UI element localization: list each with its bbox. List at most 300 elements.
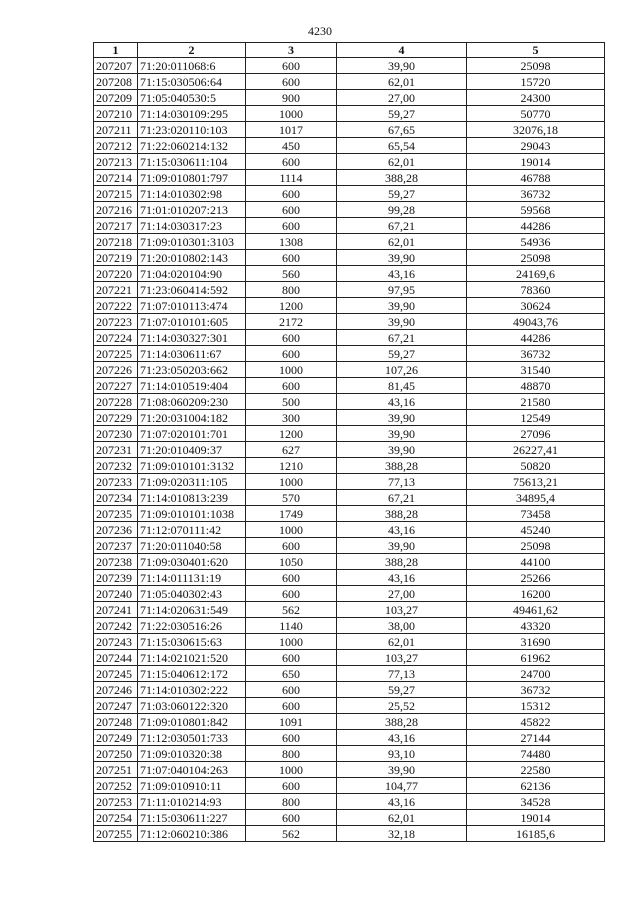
cell-cadastral-number: 71:09:010101:1038 <box>138 506 246 522</box>
table-row <box>94 618 605 634</box>
cell-value: 73458 <box>467 506 605 522</box>
cell-id: 207238 <box>94 554 138 570</box>
cell-area: 600 <box>246 58 337 74</box>
cell-id: 207234 <box>94 490 138 506</box>
cell-value: 44286 <box>467 218 605 234</box>
cell-value: 50820 <box>467 458 605 474</box>
cell-cadastral-number: 71:09:010801:842 <box>138 714 246 730</box>
cell-value: 59568 <box>467 202 605 218</box>
cell-id: 207215 <box>94 186 138 202</box>
cell-value: 62136 <box>467 778 605 794</box>
cell-value: 22580 <box>467 762 605 778</box>
cell-id: 207222 <box>94 298 138 314</box>
cell-value: 30624 <box>467 298 605 314</box>
cell-area: 900 <box>246 90 337 106</box>
cell-rate: 99,28 <box>337 202 467 218</box>
cell-id: 207254 <box>94 810 138 826</box>
cell-area: 600 <box>246 586 337 602</box>
cell-id: 207235 <box>94 506 138 522</box>
header-row <box>94 43 605 58</box>
cell-value: 48870 <box>467 378 605 394</box>
table-row <box>94 426 605 442</box>
cell-cadastral-number: 71:09:010910:11 <box>138 778 246 794</box>
cell-rate: 388,28 <box>337 554 467 570</box>
cell-area: 800 <box>246 794 337 810</box>
cell-id: 207237 <box>94 538 138 554</box>
cell-id: 207217 <box>94 218 138 234</box>
cell-value: 24700 <box>467 666 605 682</box>
cell-rate: 97,95 <box>337 282 467 298</box>
cell-area: 600 <box>246 650 337 666</box>
table-row <box>94 170 605 186</box>
cell-area: 600 <box>246 378 337 394</box>
cell-cadastral-number: 71:14:030109:295 <box>138 106 246 122</box>
cell-cadastral-number: 71:09:010301:3103 <box>138 234 246 250</box>
cell-area: 600 <box>246 330 337 346</box>
table-row <box>94 90 605 106</box>
cell-area: 1050 <box>246 554 337 570</box>
cell-id: 207232 <box>94 458 138 474</box>
cell-cadastral-number: 71:12:070111:42 <box>138 522 246 538</box>
cell-id: 207226 <box>94 362 138 378</box>
table-row <box>94 202 605 218</box>
cell-id: 207218 <box>94 234 138 250</box>
cell-cadastral-number: 71:15:030611:227 <box>138 810 246 826</box>
cell-rate: 43,16 <box>337 266 467 282</box>
cell-rate: 39,90 <box>337 250 467 266</box>
cell-area: 1017 <box>246 122 337 138</box>
cell-rate: 43,16 <box>337 570 467 586</box>
cell-id: 207251 <box>94 762 138 778</box>
cell-id: 207228 <box>94 394 138 410</box>
cell-rate: 43,16 <box>337 794 467 810</box>
cell-id: 207241 <box>94 602 138 618</box>
table-row <box>94 522 605 538</box>
cell-area: 300 <box>246 410 337 426</box>
cell-id: 207248 <box>94 714 138 730</box>
cell-area: 600 <box>246 682 337 698</box>
table-row <box>94 410 605 426</box>
cell-rate: 81,45 <box>337 378 467 394</box>
cell-id: 207247 <box>94 698 138 714</box>
table-row <box>94 330 605 346</box>
table-row <box>94 586 605 602</box>
table-row <box>94 650 605 666</box>
cell-value: 21580 <box>467 394 605 410</box>
cell-value: 25098 <box>467 250 605 266</box>
cell-value: 15312 <box>467 698 605 714</box>
cell-area: 1308 <box>246 234 337 250</box>
cell-rate: 67,65 <box>337 122 467 138</box>
cell-cadastral-number: 71:14:010519:404 <box>138 378 246 394</box>
table-row <box>94 538 605 554</box>
cell-cadastral-number: 71:14:030611:67 <box>138 346 246 362</box>
table-row <box>94 682 605 698</box>
table-row <box>94 634 605 650</box>
cell-rate: 62,01 <box>337 154 467 170</box>
cell-rate: 27,00 <box>337 90 467 106</box>
table-row <box>94 442 605 458</box>
cell-rate: 43,16 <box>337 522 467 538</box>
table-row <box>94 730 605 746</box>
cell-area: 627 <box>246 442 337 458</box>
cell-area: 800 <box>246 746 337 762</box>
cell-cadastral-number: 71:23:020110:103 <box>138 122 246 138</box>
data-table <box>93 42 605 842</box>
cell-cadastral-number: 71:09:010101:3132 <box>138 458 246 474</box>
table-row <box>94 746 605 762</box>
cell-value: 61962 <box>467 650 605 666</box>
cell-id: 207252 <box>94 778 138 794</box>
cell-value: 75613,21 <box>467 474 605 490</box>
table-row <box>94 474 605 490</box>
cell-id: 207239 <box>94 570 138 586</box>
cell-id: 207211 <box>94 122 138 138</box>
cell-id: 207240 <box>94 586 138 602</box>
cell-id: 207227 <box>94 378 138 394</box>
cell-area: 600 <box>246 202 337 218</box>
cell-rate: 62,01 <box>337 634 467 650</box>
cell-rate: 39,90 <box>337 426 467 442</box>
cell-cadastral-number: 71:15:030615:63 <box>138 634 246 650</box>
cell-cadastral-number: 71:20:011068:6 <box>138 58 246 74</box>
cell-rate: 107,26 <box>337 362 467 378</box>
cell-id: 207213 <box>94 154 138 170</box>
cell-area: 600 <box>246 570 337 586</box>
cell-rate: 39,90 <box>337 410 467 426</box>
cell-rate: 67,21 <box>337 218 467 234</box>
cell-id: 207230 <box>94 426 138 442</box>
cell-id: 207221 <box>94 282 138 298</box>
cell-id: 207253 <box>94 794 138 810</box>
cell-value: 44100 <box>467 554 605 570</box>
cell-value: 24169,6 <box>467 266 605 282</box>
header-col-1: 1 <box>94 43 138 58</box>
cell-area: 1000 <box>246 634 337 650</box>
cell-rate: 62,01 <box>337 234 467 250</box>
cell-area: 1000 <box>246 762 337 778</box>
cell-rate: 25,52 <box>337 698 467 714</box>
cell-area: 1000 <box>246 106 337 122</box>
cell-value: 50770 <box>467 106 605 122</box>
header-col-3: 3 <box>246 43 337 58</box>
cell-id: 207223 <box>94 314 138 330</box>
cell-rate: 39,90 <box>337 314 467 330</box>
cell-rate: 93,10 <box>337 746 467 762</box>
header-col-5: 5 <box>467 43 605 58</box>
cell-value: 34528 <box>467 794 605 810</box>
cell-id: 207246 <box>94 682 138 698</box>
table-row <box>94 250 605 266</box>
cell-value: 25098 <box>467 538 605 554</box>
cell-rate: 388,28 <box>337 458 467 474</box>
cell-area: 600 <box>246 778 337 794</box>
table-row <box>94 282 605 298</box>
cell-rate: 59,27 <box>337 106 467 122</box>
page-number: 4230 <box>308 24 332 38</box>
table-row <box>94 58 605 74</box>
cell-id: 207209 <box>94 90 138 106</box>
table-row <box>94 506 605 522</box>
cell-area: 2172 <box>246 314 337 330</box>
cell-rate: 39,90 <box>337 298 467 314</box>
cell-cadastral-number: 71:09:010320:38 <box>138 746 246 762</box>
cell-cadastral-number: 71:15:040612:172 <box>138 666 246 682</box>
cell-cadastral-number: 71:05:040302:43 <box>138 586 246 602</box>
cell-area: 1000 <box>246 522 337 538</box>
cell-area: 600 <box>246 730 337 746</box>
table-row <box>94 458 605 474</box>
cell-area: 600 <box>246 698 337 714</box>
cell-rate: 62,01 <box>337 810 467 826</box>
cell-value: 19014 <box>467 810 605 826</box>
cell-rate: 39,90 <box>337 538 467 554</box>
cell-rate: 32,18 <box>337 826 467 842</box>
cell-id: 207244 <box>94 650 138 666</box>
cell-area: 800 <box>246 282 337 298</box>
table-row <box>94 554 605 570</box>
cell-value: 36732 <box>467 682 605 698</box>
cell-cadastral-number: 71:20:031004:182 <box>138 410 246 426</box>
cell-area: 600 <box>246 186 337 202</box>
cell-id: 207236 <box>94 522 138 538</box>
cell-area: 1200 <box>246 298 337 314</box>
cell-rate: 67,21 <box>337 490 467 506</box>
cell-rate: 103,27 <box>337 650 467 666</box>
cell-area: 600 <box>246 346 337 362</box>
cell-area: 562 <box>246 602 337 618</box>
cell-rate: 65,54 <box>337 138 467 154</box>
cell-cadastral-number: 71:14:021021:520 <box>138 650 246 666</box>
cell-id: 207224 <box>94 330 138 346</box>
cell-id: 207208 <box>94 74 138 90</box>
cell-cadastral-number: 71:05:040530:5 <box>138 90 246 106</box>
cell-cadastral-number: 71:09:010801:797 <box>138 170 246 186</box>
cell-rate: 104,77 <box>337 778 467 794</box>
cell-rate: 388,28 <box>337 714 467 730</box>
cell-rate: 38,00 <box>337 618 467 634</box>
cell-value: 34895,4 <box>467 490 605 506</box>
cell-cadastral-number: 71:14:030317:23 <box>138 218 246 234</box>
cell-area: 600 <box>246 538 337 554</box>
cell-rate: 77,13 <box>337 474 467 490</box>
cell-value: 27144 <box>467 730 605 746</box>
table-body <box>94 58 605 842</box>
cell-rate: 43,16 <box>337 730 467 746</box>
cell-cadastral-number: 71:14:020631:549 <box>138 602 246 618</box>
cell-area: 600 <box>246 154 337 170</box>
cell-value: 78360 <box>467 282 605 298</box>
cell-cadastral-number: 71:12:030501:733 <box>138 730 246 746</box>
cell-value: 26227,41 <box>467 442 605 458</box>
cell-value: 15720 <box>467 74 605 90</box>
cell-cadastral-number: 71:11:010214:93 <box>138 794 246 810</box>
cell-cadastral-number: 71:15:030506:64 <box>138 74 246 90</box>
cell-area: 562 <box>246 826 337 842</box>
cell-rate: 62,01 <box>337 74 467 90</box>
cell-area: 560 <box>246 266 337 282</box>
cell-area: 600 <box>246 74 337 90</box>
table-row <box>94 122 605 138</box>
table-row <box>94 378 605 394</box>
table-row <box>94 666 605 682</box>
cell-id: 207207 <box>94 58 138 74</box>
cell-area: 600 <box>246 218 337 234</box>
header-col-2: 2 <box>138 43 246 58</box>
cell-value: 19014 <box>467 154 605 170</box>
table-row <box>94 218 605 234</box>
cell-cadastral-number: 71:09:020311:105 <box>138 474 246 490</box>
cell-value: 25266 <box>467 570 605 586</box>
cell-area: 1140 <box>246 618 337 634</box>
cell-value: 49461,62 <box>467 602 605 618</box>
cell-rate: 43,16 <box>337 394 467 410</box>
cell-id: 207219 <box>94 250 138 266</box>
table-header <box>94 43 605 58</box>
table-row <box>94 362 605 378</box>
cell-area: 1749 <box>246 506 337 522</box>
cell-cadastral-number: 71:20:010409:37 <box>138 442 246 458</box>
cell-cadastral-number: 71:23:050203:662 <box>138 362 246 378</box>
cell-cadastral-number: 71:08:060209:230 <box>138 394 246 410</box>
cell-value: 29043 <box>467 138 605 154</box>
cell-area: 600 <box>246 250 337 266</box>
cell-cadastral-number: 71:03:060122:320 <box>138 698 246 714</box>
cell-area: 1210 <box>246 458 337 474</box>
cell-id: 207220 <box>94 266 138 282</box>
cell-value: 45822 <box>467 714 605 730</box>
table-row <box>94 570 605 586</box>
cell-id: 207212 <box>94 138 138 154</box>
cell-rate: 77,13 <box>337 666 467 682</box>
cell-cadastral-number: 71:14:010302:98 <box>138 186 246 202</box>
table-row <box>94 186 605 202</box>
cell-cadastral-number: 71:07:010113:474 <box>138 298 246 314</box>
cell-rate: 388,28 <box>337 506 467 522</box>
table-row <box>94 394 605 410</box>
cell-value: 16200 <box>467 586 605 602</box>
table-row <box>94 106 605 122</box>
table-row <box>94 74 605 90</box>
table-row <box>94 138 605 154</box>
cell-area: 1200 <box>246 426 337 442</box>
cell-cadastral-number: 71:04:020104:90 <box>138 266 246 282</box>
cell-area: 1000 <box>246 362 337 378</box>
cell-value: 32076,18 <box>467 122 605 138</box>
cell-id: 207255 <box>94 826 138 842</box>
cell-cadastral-number: 71:07:020101:701 <box>138 426 246 442</box>
table-row <box>94 154 605 170</box>
cell-area: 500 <box>246 394 337 410</box>
cell-id: 207249 <box>94 730 138 746</box>
cell-rate: 59,27 <box>337 682 467 698</box>
cell-id: 207210 <box>94 106 138 122</box>
table-row <box>94 346 605 362</box>
cell-value: 27096 <box>467 426 605 442</box>
cell-value: 24300 <box>467 90 605 106</box>
cell-id: 207231 <box>94 442 138 458</box>
cell-value: 31540 <box>467 362 605 378</box>
cell-area: 1000 <box>246 474 337 490</box>
cell-cadastral-number: 71:14:030327:301 <box>138 330 246 346</box>
table-row <box>94 810 605 826</box>
cell-area: 1114 <box>246 170 337 186</box>
cell-cadastral-number: 71:07:010101:605 <box>138 314 246 330</box>
cell-cadastral-number: 71:15:030611:104 <box>138 154 246 170</box>
cell-id: 207233 <box>94 474 138 490</box>
cell-cadastral-number: 71:14:011131:19 <box>138 570 246 586</box>
cell-value: 54936 <box>467 234 605 250</box>
cell-value: 74480 <box>467 746 605 762</box>
cell-value: 43320 <box>467 618 605 634</box>
cell-value: 36732 <box>467 186 605 202</box>
cell-value: 44286 <box>467 330 605 346</box>
cell-rate: 39,90 <box>337 762 467 778</box>
table-row <box>94 298 605 314</box>
cell-rate: 59,27 <box>337 346 467 362</box>
cell-rate: 59,27 <box>337 186 467 202</box>
cell-rate: 27,00 <box>337 586 467 602</box>
cell-id: 207243 <box>94 634 138 650</box>
cell-area: 450 <box>246 138 337 154</box>
table-row <box>94 698 605 714</box>
cell-cadastral-number: 71:14:010813:239 <box>138 490 246 506</box>
table-row <box>94 762 605 778</box>
table-row <box>94 490 605 506</box>
cell-rate: 103,27 <box>337 602 467 618</box>
cell-cadastral-number: 71:23:060414:592 <box>138 282 246 298</box>
cell-value: 46788 <box>467 170 605 186</box>
table-row <box>94 602 605 618</box>
cell-area: 650 <box>246 666 337 682</box>
cell-value: 36732 <box>467 346 605 362</box>
cell-value: 49043,76 <box>467 314 605 330</box>
cell-cadastral-number: 71:09:030401:620 <box>138 554 246 570</box>
cell-value: 45240 <box>467 522 605 538</box>
cell-id: 207245 <box>94 666 138 682</box>
cell-area: 570 <box>246 490 337 506</box>
cell-id: 207214 <box>94 170 138 186</box>
cell-cadastral-number: 71:22:030516:26 <box>138 618 246 634</box>
table-row <box>94 314 605 330</box>
table-row <box>94 266 605 282</box>
cell-rate: 39,90 <box>337 442 467 458</box>
cell-value: 25098 <box>467 58 605 74</box>
cell-id: 207250 <box>94 746 138 762</box>
cell-rate: 39,90 <box>337 58 467 74</box>
cell-id: 207242 <box>94 618 138 634</box>
cell-value: 16185,6 <box>467 826 605 842</box>
header-col-4: 4 <box>337 43 467 58</box>
cell-rate: 67,21 <box>337 330 467 346</box>
cell-value: 31690 <box>467 634 605 650</box>
table-row <box>94 714 605 730</box>
cell-id: 207225 <box>94 346 138 362</box>
table-row <box>94 234 605 250</box>
table-row <box>94 778 605 794</box>
cell-rate: 388,28 <box>337 170 467 186</box>
cell-value: 12549 <box>467 410 605 426</box>
table-row <box>94 794 605 810</box>
cell-cadastral-number: 71:07:040104:263 <box>138 762 246 778</box>
cell-cadastral-number: 71:20:010802:143 <box>138 250 246 266</box>
cell-cadastral-number: 71:14:010302:222 <box>138 682 246 698</box>
cell-cadastral-number: 71:22:060214:132 <box>138 138 246 154</box>
cell-cadastral-number: 71:20:011040:58 <box>138 538 246 554</box>
cell-area: 1091 <box>246 714 337 730</box>
table-row <box>94 826 605 842</box>
cell-id: 207216 <box>94 202 138 218</box>
